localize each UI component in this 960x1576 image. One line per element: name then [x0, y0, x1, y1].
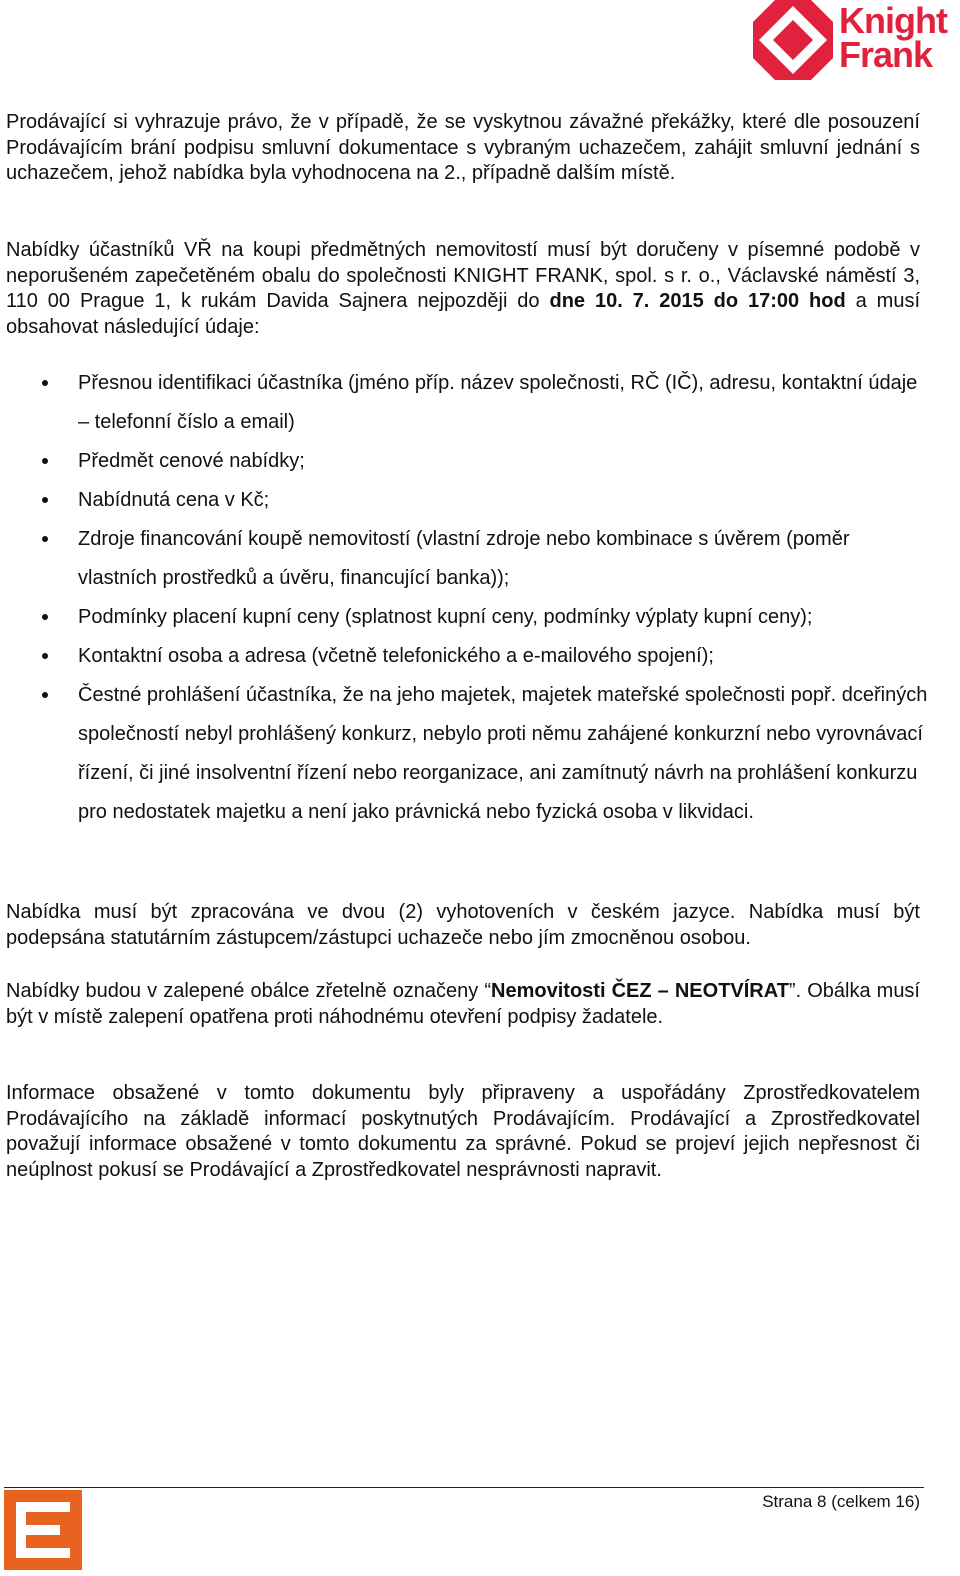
list-item-text: Přesnou identifikaci účastníka (jméno příp. název společnosti, RČ (IČ), adresu, kontaktní údaje – telefonní číslo a email) [78, 372, 918, 433]
offer-delivery-text-end: a musí obsahovat následující údaje: [6, 290, 921, 338]
paragraph-offer-delivery [6, 238, 920, 340]
logo-line-1: Knight [839, 0, 947, 41]
bullet-icon [42, 614, 48, 620]
bullet-icon [42, 497, 48, 503]
list-item-text: Čestné prohlášení účastníka, že na jeho majetek, majetek mateřské společnosti popř. dceřiných společností nebyl prohlášený konkurz, nebylo proti němu zahájené konkurzní nebo vyrovnávací řízení, či jiné insolventní řízení nebo reorganizace, ani zamítnutý návrh na prohlášení konkurzu pro nedostatek majetku a není jako právnická nebo fyzická osoba v likvidaci. [78, 684, 928, 823]
knight-frank-logo-mark-icon [753, 0, 833, 80]
list-item-text: Kontaktní osoba a adresa (včetně telefonického a e-mailového spojení); [78, 645, 714, 667]
offer-deadline: dne 10. 7. 2015 do 17:00 hod [549, 290, 846, 313]
list-item [0, 520, 930, 598]
cez-logo-icon [4, 1490, 82, 1570]
bullet-icon [42, 380, 48, 386]
paragraph-seller-rights: Prodávající si vyhrazuje právo, že v případě, že se vyskytnou závažné překážky, které dle posouzení Prodávajícím brání podpisu smluvní dokumentace s vybraným uchazečem, zahájit smluvní jednání s uchazečem, jehož nabídka byla vyhodnocena na 2., případně dalším místě. [6, 111, 920, 185]
knight-frank-logo [753, 0, 958, 80]
list-item-text: Zdroje financování koupě nemovitostí (vlastní zdroje nebo kombinace s úvěrem (poměr vlastních prostředků a úvěru, financující banka)); [78, 528, 850, 589]
bullet-icon [42, 458, 48, 464]
list-item-text: Předmět cenové nabídky; [78, 450, 305, 472]
list-item-text: Podmínky placení kupní ceny (splatnost kupní ceny, podmínky výplaty kupní ceny); [78, 606, 813, 628]
list-item [0, 481, 930, 520]
bullet-icon [42, 692, 48, 698]
bullet-icon [42, 536, 48, 542]
knight-frank-wordmark [839, 0, 947, 75]
paragraph-offer-format: Nabídka musí být zpracována ve dvou (2) vyhotoveních v českém jazyce. Nabídka musí být podepsána statutárním zástupcem/zástupci uchazeče nebo jím zmocněnou osobou. [6, 901, 920, 949]
list-item [0, 364, 930, 442]
envelope-text: Nabídky budou v zalepené obálce zřetelně označeny “ [6, 980, 492, 1002]
list-item [0, 676, 930, 832]
list-item [0, 442, 930, 481]
required-data-list [0, 364, 930, 832]
list-item-text: Nabídnutá cena v Kč; [78, 489, 270, 511]
page-number: Strana 8 (celkem 16) [762, 1492, 920, 1511]
logo-line-2: Frank [839, 34, 933, 75]
offer-delivery-text: Nabídky účastníků VŘ na koupi předmětných nemovitostí musí být doručeny v písemné podobě v neporušeném zapečetěném obalu do společnosti KNIGHT FRANK, spol. s r. o., Václavské náměstí 3, 110 00 Prague 1, k rukám Davida Sajnera nejpozději do [6, 239, 920, 313]
envelope-label: Nemovitosti ČEZ – NEOTVÍRAT [491, 980, 789, 1002]
footer-divider [4, 1487, 924, 1488]
envelope-text-end: ”. Obálka musí být v místě zalepení opatřena proti náhodnému otevření podpisy žadatele. [6, 980, 920, 1028]
paragraph-envelope-marking [6, 979, 920, 1030]
list-item [0, 598, 930, 637]
list-item [0, 637, 930, 676]
paragraph-disclaimer: Informace obsažené v tomto dokumentu byly připraveny a uspořádány Zprostředkovatelem Prodávajícího na základě informací poskytnutých Prodávajícím. Prodávající a Zprostředkovatel považují informace obsažené v tomto dokumentu za správné. Pokud se projeví jejich nepřesnost či neúplnost pokusí se Prodávající a Zprostředkovatel nesprávnosti napravit. [6, 1082, 920, 1181]
bullet-icon [42, 653, 48, 659]
